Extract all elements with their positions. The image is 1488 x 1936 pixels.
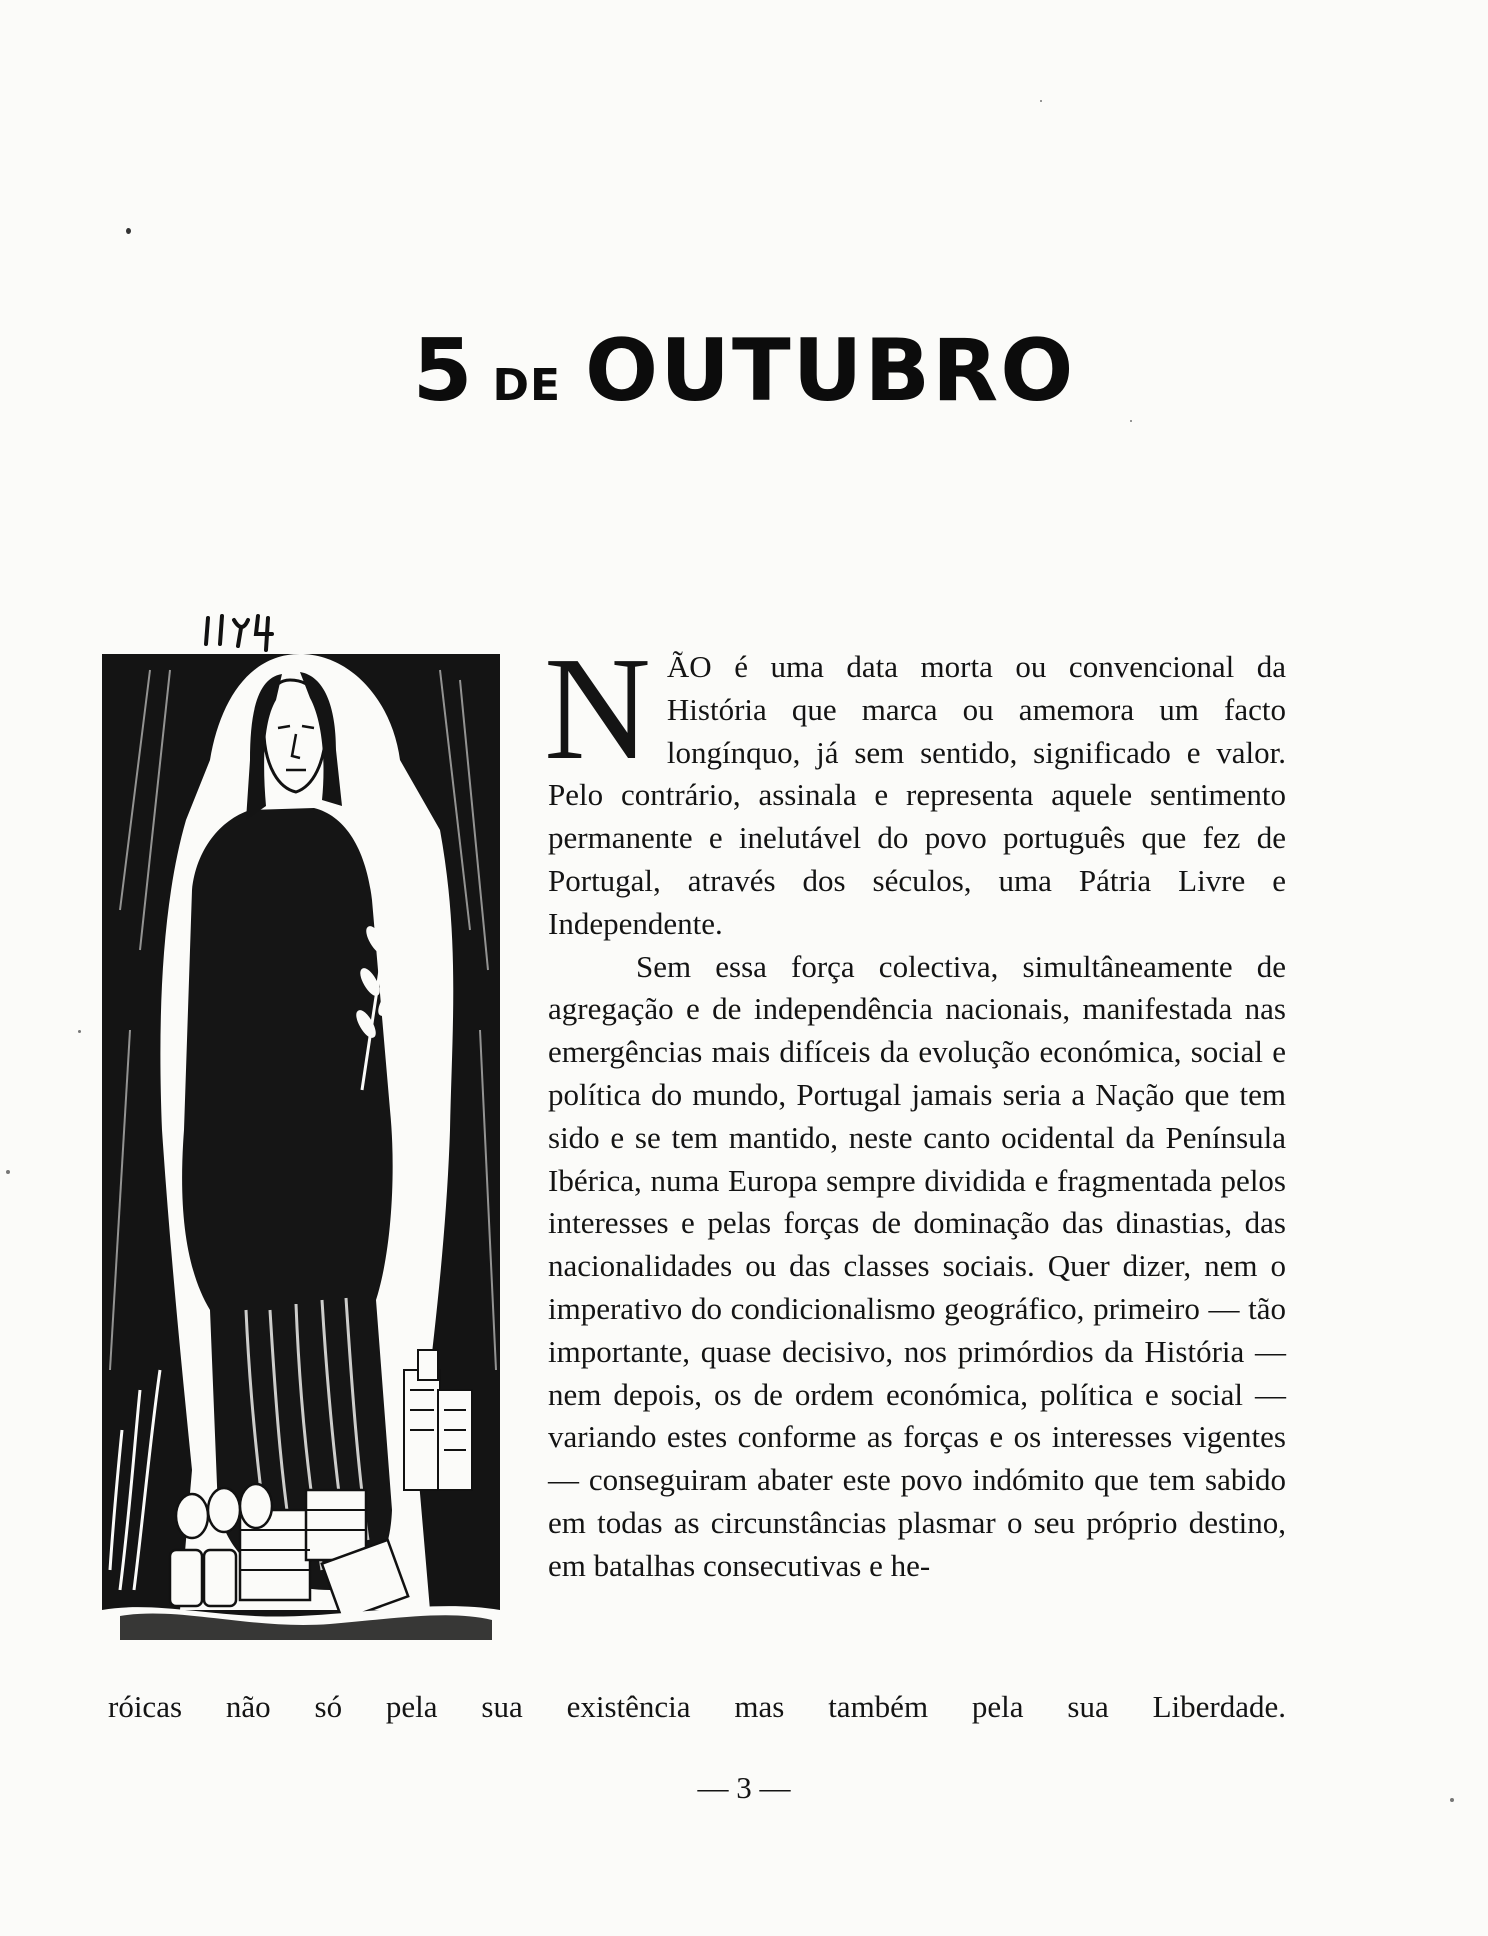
scan-speckle bbox=[126, 228, 131, 234]
scan-speckle bbox=[6, 1170, 10, 1174]
paragraph-2-final-line: róicas não só pela sua existência mas também pela sua Liberdade. bbox=[108, 1689, 1286, 1724]
title-month: OUTUBRO bbox=[585, 321, 1076, 422]
paragraph-2: Sem essa força colectiva, simultâneamente de agregação e de independência nacionais, manifestada nas emergências mais difíceis da evolução económica, social e política do mundo, Portugal jamais seria a Nação que tem sido e se tem mantido, neste canto ocidental da Península Ibérica, numa Europa sempre dividida e fragmentada pelos interesses e pelas forças de dominação das dinastias, das nacionalidades ou das classes sociais. Quer dizer, nem o imperativo do condicionalismo geográfico, primeiro — tão importante, quase decisivo, nos primórdios da História — nem depois, os de ordem económica, política e social — variando estes conforme as forças e os interesses vigentes — conseguiram abater este povo indómito que tem sabido em todas as circunstâncias plasmar o seu próprio destino, em batalhas consecutivas e he- bbox=[548, 948, 1286, 1583]
title-number: 5 bbox=[412, 321, 475, 422]
page-title bbox=[0, 321, 1488, 421]
page-number: — 3 — bbox=[697, 1770, 791, 1805]
woodcut-illustration bbox=[100, 610, 502, 1650]
year-inscription bbox=[206, 616, 272, 650]
body-text-column bbox=[544, 627, 1286, 1588]
paragraph-1 bbox=[544, 627, 1286, 946]
scan-speckle bbox=[78, 1030, 81, 1033]
scan-speckle bbox=[1040, 100, 1042, 102]
title-preposition: DE bbox=[492, 360, 562, 412]
drop-cap: N bbox=[544, 627, 651, 791]
paragraph-1-text: ÃO é uma data morta ou convencional da História que marca ou amemora um facto longínquo, já sem sentido, significado e valor. Pelo contrário, assinala e representa aquele sentimento permanente e inelutável do povo português que fez de Portugal, através dos séculos, uma Pátria Livre e Independente. bbox=[548, 649, 1286, 941]
